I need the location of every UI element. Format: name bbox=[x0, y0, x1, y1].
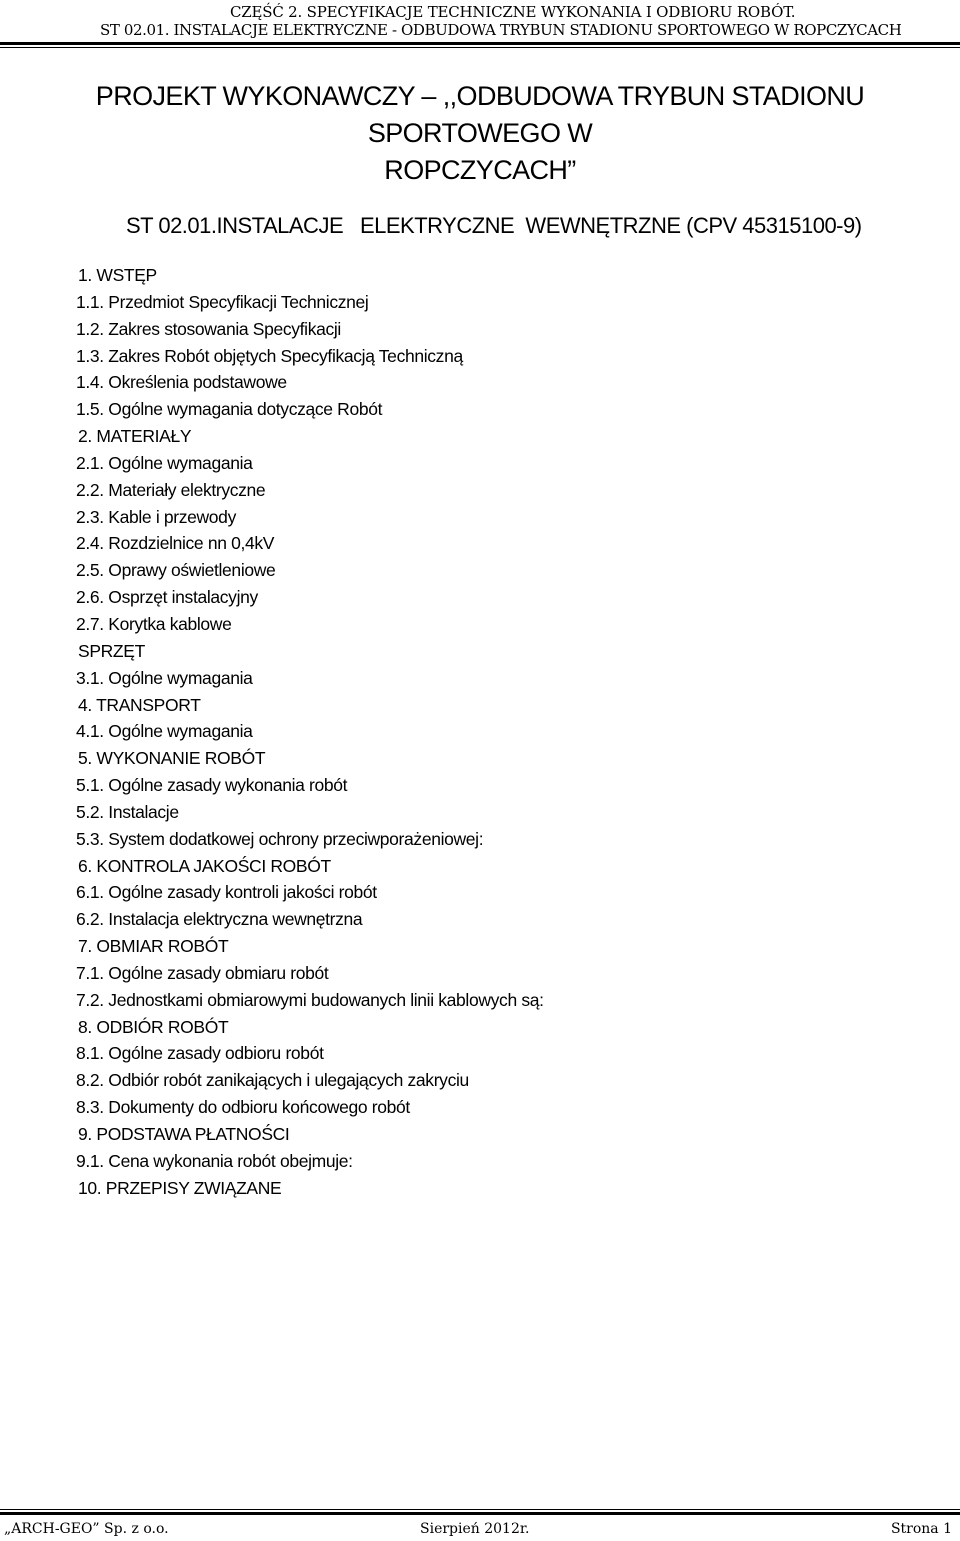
toc-item: 5.2. Instalacje bbox=[76, 801, 179, 822]
header-document-subtitle: ST 02.01. INSTALACJE ELEKTRYCZNE - ODBUDOWA TRYBUN STADIONU SPORTOWEGO W ROPCZYCACH bbox=[100, 21, 902, 39]
footer-divider-thin bbox=[0, 1509, 960, 1510]
toc-item: 6.1. Ogólne zasady kontroli jakości robót bbox=[76, 882, 377, 903]
toc-item: 1.5. Ogólne wymagania dotyczące Robót bbox=[76, 399, 383, 420]
toc-item: 7. OBMIAR ROBÓT bbox=[78, 936, 229, 957]
toc-item: 8.1. Ogólne zasady odbioru robót bbox=[76, 1043, 324, 1064]
toc-item: 2.5. Oprawy oświetleniowe bbox=[76, 560, 276, 581]
toc-item: 2. MATERIAŁY bbox=[78, 426, 192, 447]
toc-item: 9.1. Cena wykonania robót obejmuje: bbox=[76, 1150, 353, 1171]
toc-item: 2.1. Ogólne wymagania bbox=[76, 452, 253, 473]
toc-item: 4. TRANSPORT bbox=[78, 694, 201, 715]
toc-item: 9. PODSTAWA PŁATNOŚCI bbox=[78, 1124, 290, 1144]
toc-item: 2.7. Korytka kablowe bbox=[76, 613, 232, 634]
toc-item: 5. WYKONANIE ROBÓT bbox=[78, 748, 266, 769]
footer-company: „ARCH-GEO” Sp. z o.o. bbox=[4, 1521, 169, 1537]
toc-item: 3.1. Ogólne wymagania bbox=[76, 667, 253, 688]
page-title bbox=[0, 78, 960, 189]
footer-page-number: Strona 1 bbox=[890, 1521, 952, 1537]
page-title-line-1: PROJEKT WYKONAWCZY – ,,ODBUDOWA TRYBUN STADIONU SPORTOWEGO W bbox=[95, 81, 865, 148]
toc-item: 1.3. Zakres Robót objętych Specyfikacją Techniczną bbox=[76, 345, 463, 366]
toc-item: 1.2. Zakres stosowania Specyfikacji bbox=[76, 318, 341, 339]
toc-item: 2.2. Materiały elektryczne bbox=[76, 479, 266, 500]
toc-item: 1. WSTĘP bbox=[78, 265, 157, 285]
toc-item: 8. ODBIÓR ROBÓT bbox=[78, 1016, 229, 1037]
toc-item: 10. PRZEPISY ZWIĄZANE bbox=[78, 1177, 282, 1198]
toc-item: 2.3. Kable i przewody bbox=[76, 506, 236, 527]
toc-item: 5.3. System dodatkowej ochrony przeciwporażeniowej: bbox=[76, 828, 484, 849]
page-footer bbox=[0, 1519, 960, 1541]
toc-item: 8.3. Dokumenty do odbioru końcowego robót bbox=[76, 1097, 410, 1118]
toc-item: 6.2. Instalacja elektryczna wewnętrzna bbox=[76, 909, 363, 930]
toc-item: 7.1. Ogólne zasady obmiaru robót bbox=[76, 962, 329, 983]
footer-divider-thick bbox=[0, 1512, 960, 1515]
footer-date: Sierpień 2012r. bbox=[420, 1521, 530, 1537]
toc-item: 7.2. Jednostkami obmiarowymi budowanych linii kablowych są: bbox=[76, 989, 544, 1010]
toc-item: 1.4. Określenia podstawowe bbox=[76, 372, 287, 393]
toc-item: 8.2. Odbiór robót zanikających i ulegających zakryciu bbox=[76, 1070, 469, 1091]
spec-title: ST 02.01.INSTALACJE ELEKTRYCZNE WEWNĘTRZNE (CPV 45315100-9) bbox=[126, 213, 862, 238]
toc-item: 2.6. Osprzęt instalacyjny bbox=[76, 587, 258, 608]
page-title-line-2: ROPCZYCACH” bbox=[384, 155, 576, 185]
header-divider-thin bbox=[0, 47, 960, 48]
toc-item: 1.1. Przedmiot Specyfikacji Technicznej bbox=[76, 291, 369, 312]
toc-item: SPRZĘT bbox=[78, 640, 145, 661]
toc-item: 5.1. Ogólne zasady wykonania robót bbox=[76, 775, 348, 796]
header-section-title: CZĘŚĆ 2. SPECYFIKACJE TECHNICZNE WYKONANIA I ODBIORU ROBÓT. bbox=[230, 3, 796, 21]
toc-item: 4.1. Ogólne wymagania bbox=[76, 721, 253, 742]
toc-item: 6. KONTROLA JAKOŚCI ROBÓT bbox=[78, 855, 331, 876]
header-divider-thick bbox=[0, 42, 960, 45]
table-of-contents bbox=[0, 262, 960, 1202]
toc-item: 2.4. Rozdzielnice nn 0,4kV bbox=[76, 533, 275, 554]
